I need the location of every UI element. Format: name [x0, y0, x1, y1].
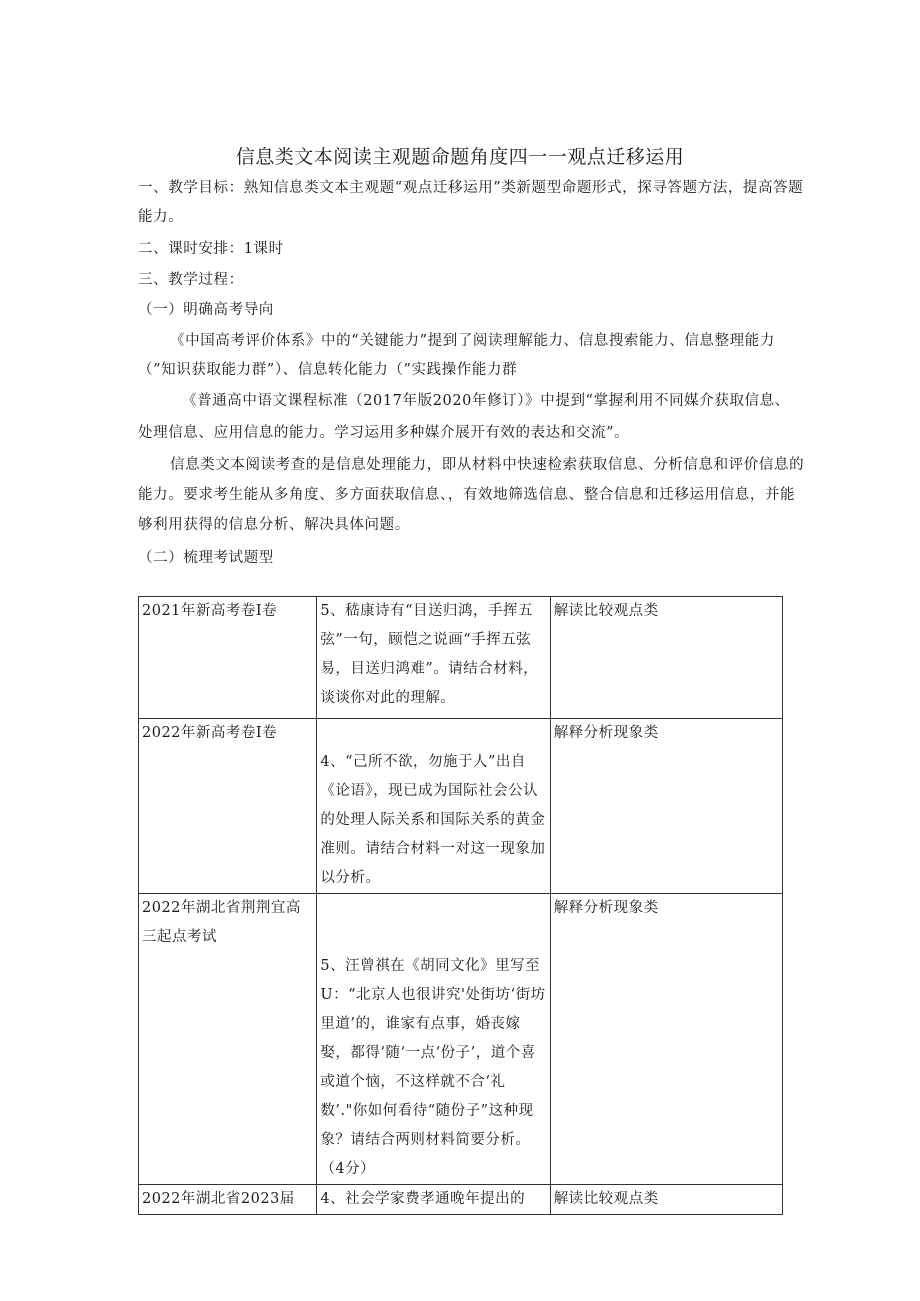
source-cell	[139, 1185, 317, 1215]
source-cell	[139, 719, 317, 894]
type-cell	[550, 1185, 782, 1215]
section-heading-1: （一）明确高考导向	[138, 302, 274, 318]
table-row	[139, 719, 783, 894]
type-cell	[550, 894, 782, 1185]
paragraph-2-line-1: 《普通高中语文课程标准（2017年版2020年修订）》中提到“掌握利用不同媒介获取信息、	[182, 393, 790, 409]
page-title: 信息类文本阅读主观题命题角度四一一观点迁移运用	[235, 146, 685, 168]
question-cell	[317, 1185, 550, 1215]
type-text: 解读比较观点类	[553, 1191, 659, 1207]
process-heading: 三、教学过程：	[138, 272, 244, 288]
type-cell	[550, 719, 782, 894]
question-text: 5、嵇康诗有“目送归鸿，手挥五弦”一句，顾恺之说画“手挥五弦易，目送归鸿难”。请结合材料，谈谈你对此的理解。	[320, 603, 539, 706]
question-cell	[317, 597, 550, 719]
paragraph-2-line-2: 处理信息、应用信息的能力。学习运用多种媒介展开有效的表达和交流”。	[138, 425, 630, 441]
question-text: 4、社会学家费孝通晚年提出的	[320, 1191, 526, 1207]
source-text: 2021年新高考卷Ⅰ卷	[142, 603, 278, 619]
question-cell	[317, 894, 550, 1185]
paragraph-3-line-1: 信息类文本阅读考查的是信息处理能力，即从材料中快速检索获取信息、分析信息和评价信息的	[170, 457, 805, 473]
question-text: 5、汪曾祺在《胡同文化》里写至U：“北京人也很讲究'处街坊‘街坊里道’的，谁家有点事，婚丧嫁娶，都得‘随‘一点‘份子’，道个喜或道个恼，不这样就不合‘礼数’."你如何看待“随份子”这种现象？请结合两则材料简要分析。（4分）	[320, 958, 546, 1177]
exam-question-table	[138, 596, 783, 1215]
paragraph-3-line-2: 能力。要求考生能从多角度、多方面获取信息、，有效地筛选信息、整合信息和迁移运用信息，并能	[138, 487, 796, 503]
goal-line-1: 一、教学目标：熟知信息类文本主观题“观点迁移运用”类新题型命题形式，探寻答题方法，提高答题	[138, 180, 804, 196]
paragraph-1-line-2: （”知识获取能力群”）、信息转化能力（”实践操作能力群	[138, 362, 518, 378]
table-row	[139, 894, 783, 1185]
table-row	[139, 597, 783, 719]
source-text: 2022年新高考卷Ⅰ卷	[142, 725, 278, 741]
question-cell	[317, 719, 550, 894]
type-text: 解释分析现象类	[553, 900, 659, 916]
source-cell	[139, 597, 317, 719]
type-text: 解读比较观点类	[553, 603, 659, 619]
source-text: 2022年湖北省2023届	[142, 1191, 295, 1207]
schedule-line: 二、课时安排：1课时	[138, 241, 284, 257]
section-heading-2: （二）梳理考试题型	[138, 550, 274, 566]
paragraph-1-line-1: 《中国高考评价体系》中的“关键能力”提到了阅读理解能力、信息搜索能力、信息整理能力	[170, 333, 775, 349]
source-cell	[139, 894, 317, 1185]
goal-line-2: 能力。	[138, 209, 184, 225]
table-row	[139, 1185, 783, 1215]
type-cell	[550, 597, 782, 719]
type-text: 解释分析现象类	[553, 725, 659, 741]
paragraph-3-line-3: 够利用获得的信息分析、解决具体问题。	[138, 517, 410, 533]
question-text: 4、“己所不欲，勿施于人”出自《论语》，现已成为国际社会公认的处理人际关系和国际关系的黄金准则。请结合材料一对这一现象加以分析。	[320, 754, 546, 886]
source-text: 2022年湖北省荆荆宜高三起点考试	[142, 900, 301, 945]
